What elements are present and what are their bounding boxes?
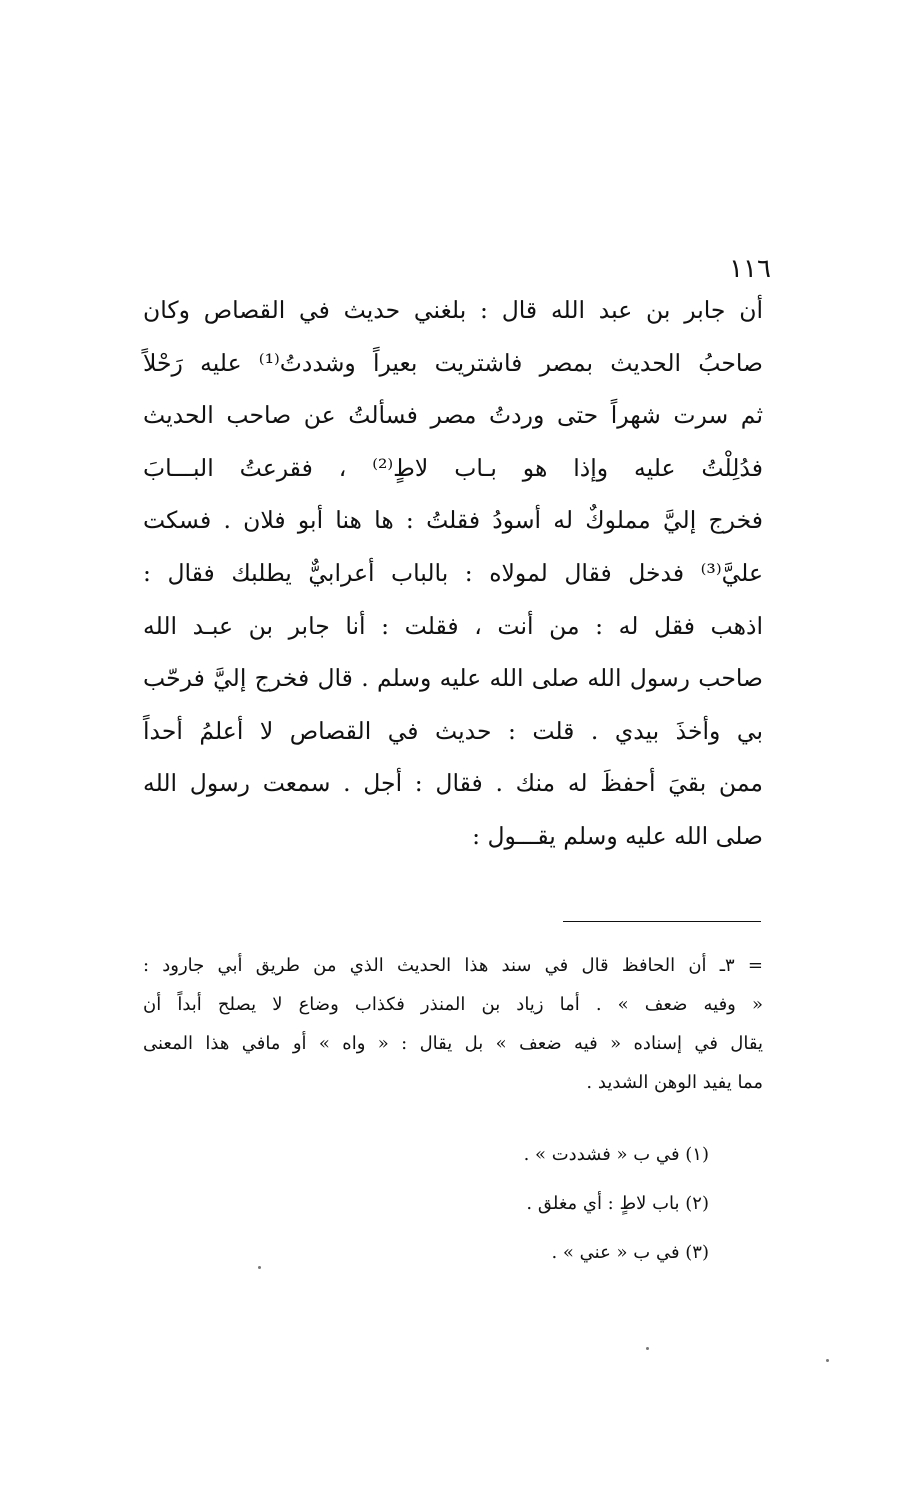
text-line: أن جابر بن عبد الله قال : بلغني حديث في القصاص وكان bbox=[143, 296, 763, 324]
footnotes bbox=[524, 1130, 709, 1277]
scan-speck bbox=[826, 1359, 829, 1362]
text-line: عليَّ⁽³⁾ فدخل فقال لمولاه : بالباب أعرابيٌّ يطلبك فقال : bbox=[143, 558, 763, 587]
footnote-line: يقال في إسناده « فيه ضعف » بل يقال : « واه » أو مافي هذا المعنى bbox=[143, 1033, 763, 1054]
main-text bbox=[143, 284, 763, 863]
footnote-line: = ٣ـ أن الحافظ قال في سند هذا الحديث الذي من طريق أبي جارود : bbox=[143, 955, 763, 976]
footnote-2: (٢) باب لاطٍ : أي مغلق . bbox=[526, 1193, 709, 1214]
footnote-line: « وفيه ضعف » . أما زياد بن المنذر فكذاب وضاع لا يصلح أبداً أن bbox=[143, 994, 763, 1015]
text-line: صاحبُ الحديث بمصر فاشتريت بعيراً وشددتُ⁽¹⁾ عليه رَحْلاً bbox=[143, 348, 763, 377]
text-line: صلى الله عليه وسلم يقـــول : bbox=[472, 821, 763, 850]
scan-speck bbox=[646, 1347, 649, 1350]
footnote-line: مما يفيد الوهن الشديد . bbox=[586, 1072, 763, 1093]
text-line: فخرج إليَّ مملوكٌ له أسودُ فقلتُ : ها هنا أبو فلان . فسكت bbox=[143, 506, 763, 535]
footnote-3: (٣) في ب « عني » . bbox=[551, 1242, 709, 1263]
footnote-1: (١) في ب « فشددت » . bbox=[523, 1144, 709, 1165]
text-line: فدُلِلْتُ عليه وإذا هو بـاب لاطٍ⁽²⁾ ، فقرعتُ البـــابَ bbox=[143, 453, 763, 482]
scan-speck bbox=[258, 1266, 261, 1269]
text-line: ممن بقيَ أحفظَ له منك . فقال : أجل . سمعت رسول الله bbox=[143, 769, 763, 798]
page-number: ١١٦ bbox=[729, 254, 771, 284]
text-line: اذهب فقل له : من أنت ، فقلت : أنا جابر بن عبـد الله bbox=[143, 611, 763, 640]
text-line: ثم سرت شهراً حتى وردتُ مصر فسألتُ عن صاحب الحديث bbox=[143, 401, 763, 430]
footnote-divider bbox=[563, 921, 761, 922]
text-line: بي وأخذَ بيدي . قلت : حديث في القصاص لا أعلمُ أحداً bbox=[143, 716, 763, 745]
text-line: صاحب رسول الله صلى الله عليه وسلم . قال فخرج إليَّ فرحّب bbox=[143, 664, 763, 693]
footnote-continuation bbox=[143, 946, 763, 1102]
